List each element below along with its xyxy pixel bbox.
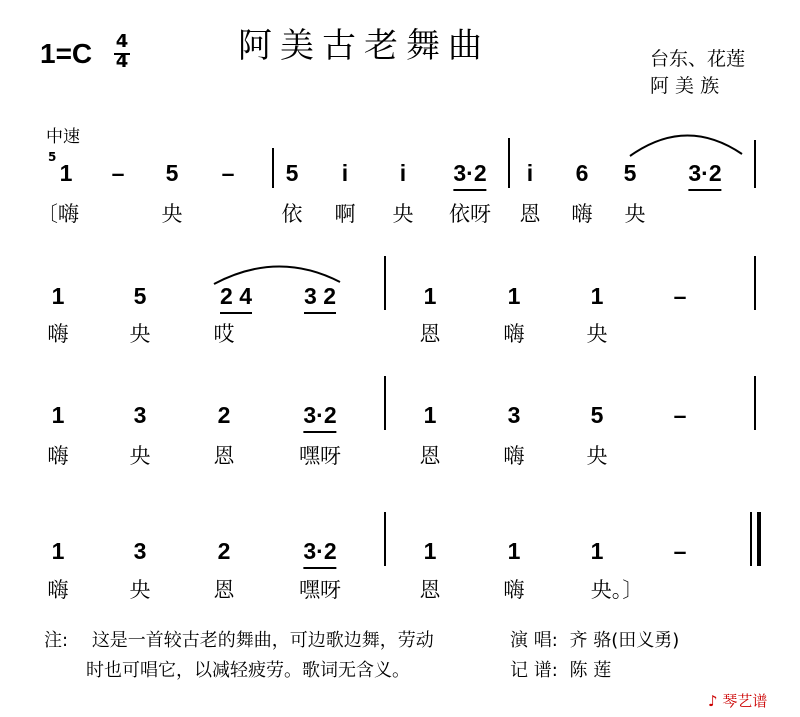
footnote [44,626,434,686]
barline [272,148,274,188]
lyric: 嗨 [47,578,69,602]
note: – [221,160,235,186]
lyric: 央 [129,322,151,346]
lyric: 嗨 [503,578,525,602]
footnote-line1: 这是一首较古老的舞曲，可边歌边舞，劳动 [91,630,434,651]
lyric: 央。〕 [590,578,644,602]
key-signature: 1=C [40,38,93,69]
logo-icon: ♪ [708,692,718,710]
lyric: 嗨 [503,322,525,346]
footnote-label: 注: [44,630,69,651]
notation-name: 陈 莲 [569,660,612,681]
slur [626,124,746,160]
lyric: 哎 [213,322,235,346]
note: 1 [590,283,604,309]
lyric: 〔嗨 [37,202,79,226]
note: 3 2 [304,283,336,314]
note: i [399,160,407,186]
note: 3·2 [453,160,486,191]
barline [384,256,386,310]
lyric: 依呀 [449,202,491,226]
lyric: 恩 [419,322,441,346]
lyric: 央 [586,322,608,346]
lyric: 央 [392,202,414,226]
barline [754,376,756,430]
note: 1 [59,160,73,186]
lyric: 嗨 [47,444,69,468]
note: 2 [217,402,231,428]
lyric: 央 [129,444,151,468]
note: 1 [423,538,437,564]
note: – [673,538,687,564]
note: 2 [217,538,231,564]
note: 1 [51,538,65,564]
note: 3·2 [688,160,721,191]
barline [508,138,510,188]
lyric: 啊 [334,202,356,226]
logo-text: 琴艺谱 [722,692,768,710]
final-barline-thin [750,512,752,566]
lyric: 嗨 [503,444,525,468]
lyric: 依 [281,202,303,226]
note: 1 [51,402,65,428]
song-title: 阿美古老舞曲 [238,26,490,66]
lyric: 央 [129,578,151,602]
footnote-line2: 时也可唱它，以减轻疲劳。歌词无含义。 [86,660,410,681]
note: 1 [507,283,521,309]
final-barline-thick [757,512,761,566]
note: 6 [575,160,589,186]
note: 5 [590,402,604,428]
origin-line2: 阿 美 族 [650,75,720,97]
singer-name: 齐 骆(田义勇) [569,630,680,651]
singer-label: 演 唱: [510,630,558,651]
site-logo [708,690,767,711]
note: 3 [133,402,147,428]
note: 3·2 [303,538,336,569]
lyric: 嗨 [571,202,593,226]
time-signature [112,32,132,72]
notation-credit [510,656,611,682]
note: 5 [133,283,147,309]
note: 3·2 [303,402,336,433]
barline [754,256,756,310]
lyric: 嘿呀 [299,578,341,602]
note: – [673,283,687,309]
note: i [341,160,349,186]
note: 3 [133,538,147,564]
barline [384,376,386,430]
lyric: 央 [586,444,608,468]
lyric: 恩 [213,444,235,468]
grace-note: 5 [48,150,57,164]
note: – [673,402,687,428]
time-sig-bottom: 4 [115,51,129,72]
notation-label: 记 谱: [510,660,558,681]
note: 5 [623,160,637,186]
barline [384,512,386,566]
slur [210,258,345,288]
note: 1 [423,283,437,309]
lyric: 嘿呀 [299,444,341,468]
note: 1 [507,538,521,564]
note: – [111,160,125,186]
time-sig-top: 4 [115,31,129,52]
note: 1 [51,283,65,309]
lyric: 恩 [519,202,541,226]
note: 3 [507,402,521,428]
note: 1 [423,402,437,428]
lyric: 央 [161,202,183,226]
barline [754,140,756,188]
lyric: 恩 [419,444,441,468]
lyric: 恩 [213,578,235,602]
lyric: 恩 [419,578,441,602]
singer-credit [510,626,679,652]
note: i [526,160,534,186]
tempo-marking: 中速 [46,127,80,147]
origin-line1: 台东、花莲 [650,48,746,70]
note: 5 [165,160,179,186]
note: 2 4 [220,283,252,314]
lyric: 央 [624,202,646,226]
note: 5 [285,160,299,186]
lyric: 嗨 [47,322,69,346]
song-origin [650,46,745,100]
note: 1 [590,538,604,564]
